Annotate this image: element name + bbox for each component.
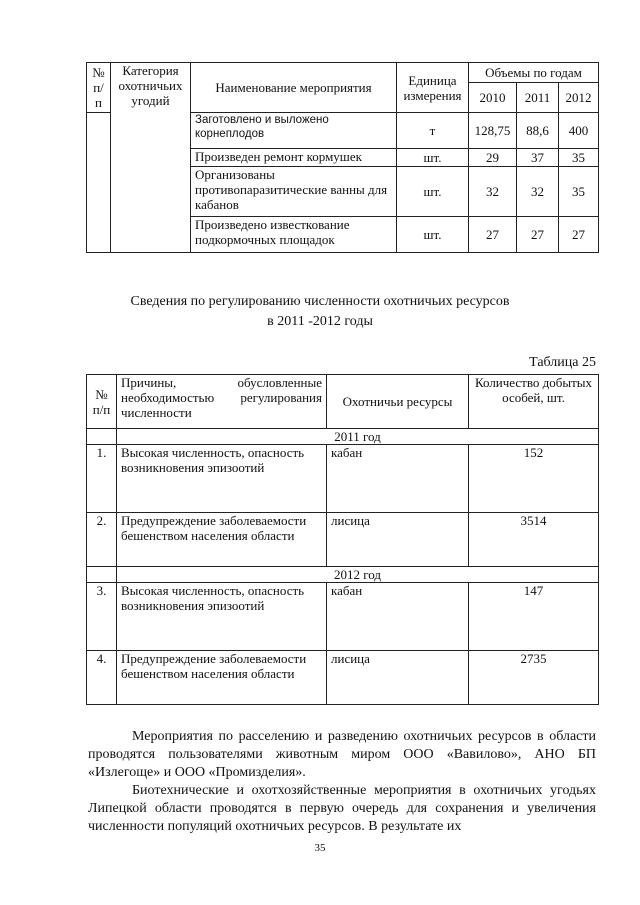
reason-cell: Предупреждение заболеваемости бешенством населения области: [117, 651, 327, 705]
header-unit: Единица измерения: [397, 63, 469, 113]
header-activity-name: Наименование мероприятия: [191, 63, 397, 113]
spacer-cell: [87, 429, 117, 445]
header-year-2011: 2011: [517, 83, 559, 113]
header-num: № п/п: [87, 63, 111, 113]
value-2010: 32: [469, 167, 517, 217]
value-2012: 35: [559, 167, 599, 217]
row-num: 4.: [87, 651, 117, 705]
header-quantity: Количество добытых особей, шт.: [469, 375, 599, 429]
header-reasons: Причины, обусловленные необходимостью регулирования численности: [117, 375, 327, 429]
value-2011: 88,6: [517, 113, 559, 149]
spacer-cell: [87, 567, 117, 583]
header-year-2010: 2010: [469, 83, 517, 113]
unit-cell: шт.: [397, 149, 469, 167]
count-cell: 2735: [469, 651, 599, 705]
resource-cell: лисица: [327, 513, 469, 567]
regulation-table: [86, 374, 599, 705]
header-num: № п/п: [87, 375, 117, 429]
resource-cell: кабан: [327, 583, 469, 651]
page-number: 35: [314, 842, 326, 854]
reason-cell: Предупреждение заболеваемости бешенством населения области: [117, 513, 327, 567]
count-cell: 147: [469, 583, 599, 651]
table-row: [87, 583, 599, 651]
unit-cell: шт.: [397, 167, 469, 217]
table-row: [87, 651, 599, 705]
paragraph-1: Мероприятия по расселению и разведению охотничьих ресурсов в области проводятся пользователями животным миром ООО «Вавилово», АНО БП «Излегоще» и ООО «Промизделия».: [88, 729, 596, 780]
section-caption-line1: Сведения по регулированию численности охотничьих ресурсов: [130, 294, 510, 309]
row-num: 1.: [87, 445, 117, 513]
activity-name: Произведено известкование подкормочных площадок: [191, 217, 397, 253]
header-year-2012: 2012: [559, 83, 599, 113]
resource-cell: лисица: [327, 651, 469, 705]
num-cell-empty: [87, 113, 111, 253]
value-2012: 400: [559, 113, 599, 149]
value-2012: 27: [559, 217, 599, 253]
table-label: Таблица 25: [529, 355, 596, 370]
value-2012: 35: [559, 149, 599, 167]
activities-table: [86, 62, 599, 253]
unit-cell: шт.: [397, 217, 469, 253]
header-category: Категория охотничьих угодий: [111, 63, 191, 253]
value-2010: 29: [469, 149, 517, 167]
activity-name: Организованы противопаразитические ванны для кабанов: [191, 167, 397, 217]
count-cell: 3514: [469, 513, 599, 567]
activity-name: Произведен ремонт кормушек: [191, 149, 397, 167]
count-cell: 152: [469, 445, 599, 513]
body-text: [88, 728, 596, 836]
resource-cell: кабан: [327, 445, 469, 513]
header-volumes: Объемы по годам: [469, 63, 599, 83]
paragraph-2: Биотехнические и охотхозяйственные мероприятия в охотничьих угодьях Липецкой области проводятся в первую очередь для сохранения и увеличения численности популяций охотничьих ресурсов. В результате их: [88, 783, 596, 834]
value-2010: 128,75: [469, 113, 517, 149]
row-num: 2.: [87, 513, 117, 567]
year-section-2011: 2011 год: [117, 429, 599, 445]
value-2011: 27: [517, 217, 559, 253]
year-section-2012: 2012 год: [117, 567, 599, 583]
value-2011: 37: [517, 149, 559, 167]
reason-cell: Высокая численность, опасность возникновения эпизоотий: [117, 583, 327, 651]
value-2010: 27: [469, 217, 517, 253]
table-row: [87, 513, 599, 567]
unit-cell: т: [397, 113, 469, 149]
activity-name: Заготовлено и выложено корнеплодов: [191, 113, 397, 149]
header-resources: Охотничьи ресурсы: [327, 375, 469, 429]
value-2011: 32: [517, 167, 559, 217]
reason-cell: Высокая численность, опасность возникновения эпизоотий: [117, 445, 327, 513]
row-num: 3.: [87, 583, 117, 651]
table-row: [87, 445, 599, 513]
section-caption-line2: в 2011 -2012 годы: [267, 314, 373, 329]
